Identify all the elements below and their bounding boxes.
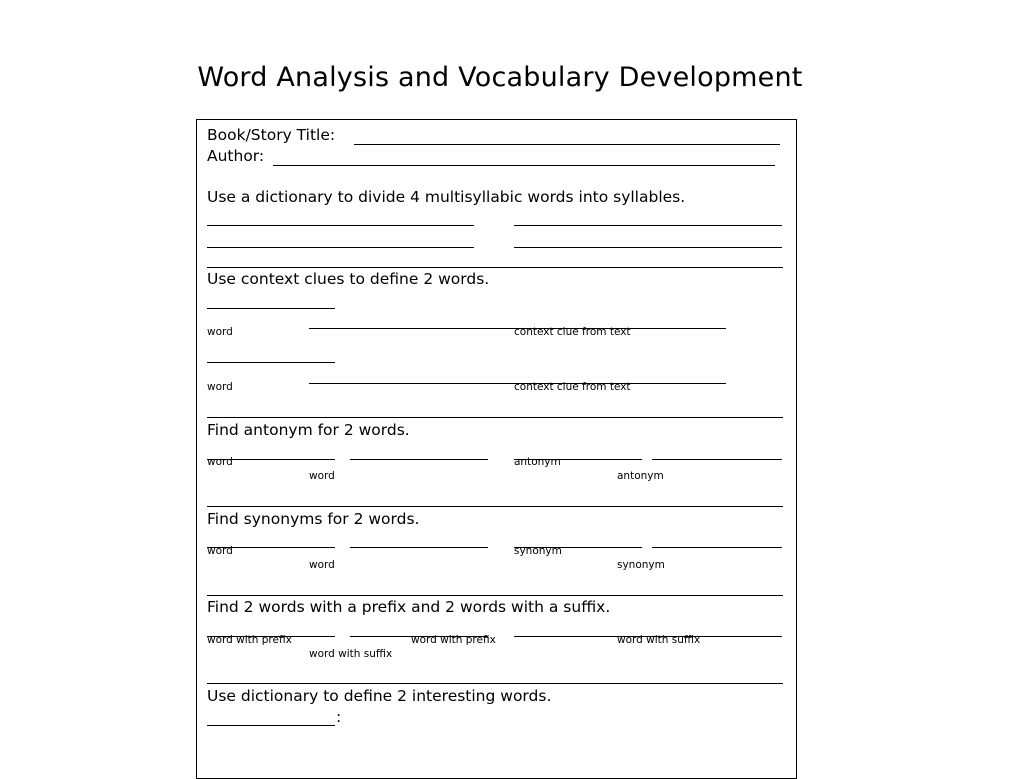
antonym-word-caption: word <box>309 470 335 482</box>
context-word-caption: word <box>207 326 233 338</box>
synonym-caption: synonym <box>514 545 562 557</box>
book-title-label: Book/Story Title: <box>207 126 336 144</box>
prefix-caption: word with prefix <box>411 634 496 646</box>
synonym-line-2[interactable] <box>652 547 782 548</box>
prefix-caption: word with prefix <box>207 634 292 646</box>
worksheet-frame <box>196 119 797 779</box>
synonym-word-caption: word <box>309 559 335 571</box>
suffix-caption: word with suffix <box>617 634 701 646</box>
antonym-line-2[interactable] <box>652 459 782 460</box>
section-divider <box>207 506 783 507</box>
antonyms-prompt: Find antonym for 2 words. <box>207 421 410 439</box>
section-divider <box>207 595 783 596</box>
context-word-line-1[interactable] <box>207 308 335 309</box>
section-divider <box>207 417 783 418</box>
affixes-prompt: Find 2 words with a prefix and 2 words with a suffix. <box>207 598 611 616</box>
syllable-line-1[interactable] <box>207 225 474 226</box>
antonym-word-line-2[interactable] <box>350 459 488 460</box>
suffix-caption: word with suffix <box>309 648 393 660</box>
dictionary-colon: : <box>336 708 342 726</box>
dictionary-prompt: Use dictionary to define 2 interesting words. <box>207 687 552 705</box>
context-word-line-2[interactable] <box>207 362 335 363</box>
synonym-word-caption: word <box>207 545 233 557</box>
synonym-caption: synonym <box>617 559 665 571</box>
book-title-field[interactable] <box>354 144 780 145</box>
antonym-word-caption: word <box>207 456 233 468</box>
context-word-caption: word <box>207 381 233 393</box>
antonym-caption: antonym <box>514 456 561 468</box>
dictionary-word-line-1[interactable] <box>207 725 335 726</box>
syllable-line-3[interactable] <box>207 247 474 248</box>
context-clue-caption: context clue from text <box>514 381 631 393</box>
context-clue-caption: context clue from text <box>514 326 631 338</box>
section-divider <box>207 267 783 268</box>
syllables-prompt: Use a dictionary to divide 4 multisyllabic words into syllables. <box>207 188 686 206</box>
context-prompt: Use context clues to define 2 words. <box>207 270 490 288</box>
synonyms-prompt: Find synonyms for 2 words. <box>207 510 420 528</box>
page-title: Word Analysis and Vocabulary Development <box>197 62 803 93</box>
section-divider <box>207 683 783 684</box>
author-label: Author: <box>207 147 265 165</box>
antonym-caption: antonym <box>617 470 664 482</box>
synonym-word-line-2[interactable] <box>350 547 488 548</box>
syllable-line-4[interactable] <box>514 247 782 248</box>
syllable-line-2[interactable] <box>514 225 782 226</box>
author-field[interactable] <box>273 165 775 166</box>
